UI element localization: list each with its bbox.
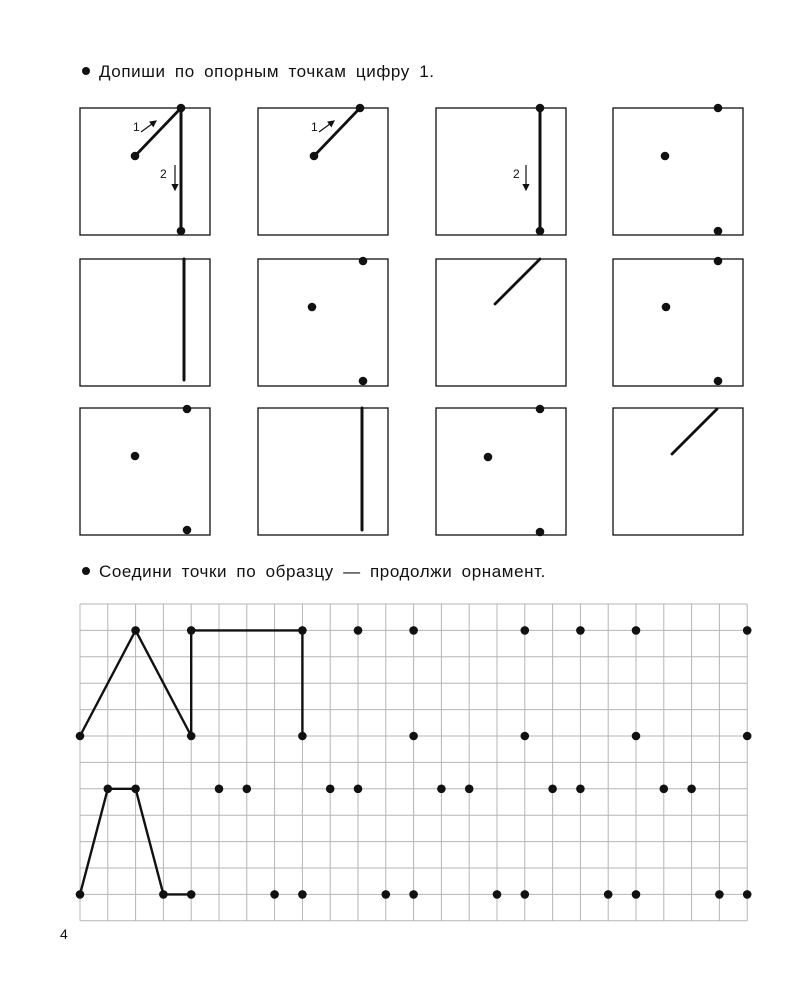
- ornament-dot: [187, 890, 196, 899]
- ornament-dot: [521, 626, 530, 635]
- ornament-dot: [687, 785, 696, 794]
- reference-dot: [536, 528, 545, 537]
- ornament-dot: [409, 732, 418, 741]
- ornament-dot: [270, 890, 279, 899]
- reference-dot: [359, 377, 368, 386]
- ornament-dot: [437, 785, 446, 794]
- ornament-dot: [187, 626, 196, 635]
- reference-dot: [536, 104, 545, 113]
- ornament-dot: [354, 785, 363, 794]
- instruction-text-2: Соедини точки по образцу — продолжи орнамент.: [99, 562, 546, 581]
- stroke-number-label: 1: [311, 120, 318, 134]
- reference-dot: [536, 405, 545, 414]
- cell-frame: [80, 408, 210, 535]
- ornament-dot: [743, 890, 752, 899]
- direction-arrow-icon: [141, 121, 156, 132]
- reference-dot: [177, 104, 186, 113]
- ornament-dot: [187, 732, 196, 741]
- ornament-dot: [715, 890, 724, 899]
- ornament-dot: [131, 626, 140, 635]
- reference-dot: [131, 452, 140, 461]
- cell-frame: [258, 108, 388, 235]
- cell-frame: [436, 408, 566, 535]
- ornament-dot: [632, 890, 641, 899]
- reference-dot: [484, 453, 493, 462]
- reference-dot: [356, 104, 365, 113]
- stroke-number-label: 1: [133, 120, 140, 134]
- instruction-text-1: Допиши по опорным точкам цифру 1.: [99, 62, 435, 81]
- reference-dot: [662, 303, 671, 312]
- cell-frame: [613, 108, 743, 235]
- reference-dot: [714, 377, 723, 386]
- reference-dot: [183, 405, 192, 414]
- ornament-dot: [298, 732, 307, 741]
- reference-dot: [310, 152, 319, 161]
- digit-cell-r1-c2: [258, 104, 388, 235]
- ornament-dot: [382, 890, 391, 899]
- digit-cell-r3-c2: [258, 408, 388, 535]
- digit-cell-r2-c3: [436, 259, 566, 386]
- ornament-dot: [298, 890, 307, 899]
- direction-arrow-icon: [319, 121, 334, 132]
- ornament-dot: [131, 785, 140, 794]
- reference-dot: [177, 227, 186, 236]
- ornament-dot: [660, 785, 669, 794]
- cell-frame: [80, 108, 210, 235]
- guide-stroke: [495, 259, 540, 304]
- ornament-dot: [76, 890, 85, 899]
- digit-cell-r3-c3: [436, 405, 566, 537]
- reference-dot: [714, 257, 723, 266]
- ornament-dot: [632, 732, 641, 741]
- reference-dot: [714, 104, 723, 113]
- stroke-number-label: 2: [513, 167, 520, 181]
- reference-dot: [359, 257, 368, 266]
- reference-dot: [536, 227, 545, 236]
- guide-stroke: [672, 409, 717, 454]
- ornament-dot: [576, 785, 585, 794]
- ornament-dot: [604, 890, 613, 899]
- cell-frame: [258, 408, 388, 535]
- ornament-dot: [548, 785, 557, 794]
- ornament-dot: [354, 626, 363, 635]
- ornament-dot: [632, 626, 641, 635]
- cell-frame: [436, 108, 566, 235]
- reference-dot: [131, 152, 140, 161]
- digit-cell-r2-c4: [613, 257, 743, 386]
- ornament-dot: [298, 626, 307, 635]
- ornament-dot: [521, 732, 530, 741]
- ornament-dot: [576, 626, 585, 635]
- digit-cell-r3-c4: [613, 408, 743, 535]
- cell-frame: [80, 259, 210, 386]
- ornament-dot: [409, 890, 418, 899]
- digit-cell-r3-c1: [80, 405, 210, 535]
- ornament-grid: [80, 604, 747, 921]
- cell-frame: [436, 259, 566, 386]
- digit-cell-r1-c3: [436, 104, 566, 236]
- ornament-dot: [493, 890, 502, 899]
- ornament-dot: [76, 732, 85, 741]
- digit-cell-r1-c1: [80, 104, 210, 236]
- reference-dot: [183, 526, 192, 535]
- cell-frame: [613, 259, 743, 386]
- ornament-dot: [743, 732, 752, 741]
- ornament-dot: [243, 785, 252, 794]
- ornament-dot: [104, 785, 113, 794]
- ornament-dot: [743, 626, 752, 635]
- guide-stroke: [314, 108, 360, 156]
- ornament-dot: [409, 626, 418, 635]
- ornament-dot: [215, 785, 224, 794]
- ornament-dot: [159, 890, 168, 899]
- reference-dot: [661, 152, 670, 161]
- digit-practice-grid: [80, 104, 743, 537]
- page-number: 4: [60, 926, 68, 942]
- stroke-number-label: 2: [160, 167, 167, 181]
- digit-cell-r1-c4: [613, 104, 743, 236]
- reference-dot: [714, 227, 723, 236]
- ornament-dot: [521, 890, 530, 899]
- reference-dot: [308, 303, 317, 312]
- cell-frame: [258, 259, 388, 386]
- ornament-dot: [326, 785, 335, 794]
- digit-cell-r2-c2: [258, 257, 388, 386]
- cell-frame: [613, 408, 743, 535]
- ornament-dot: [465, 785, 474, 794]
- digit-cell-r2-c1: [80, 259, 210, 386]
